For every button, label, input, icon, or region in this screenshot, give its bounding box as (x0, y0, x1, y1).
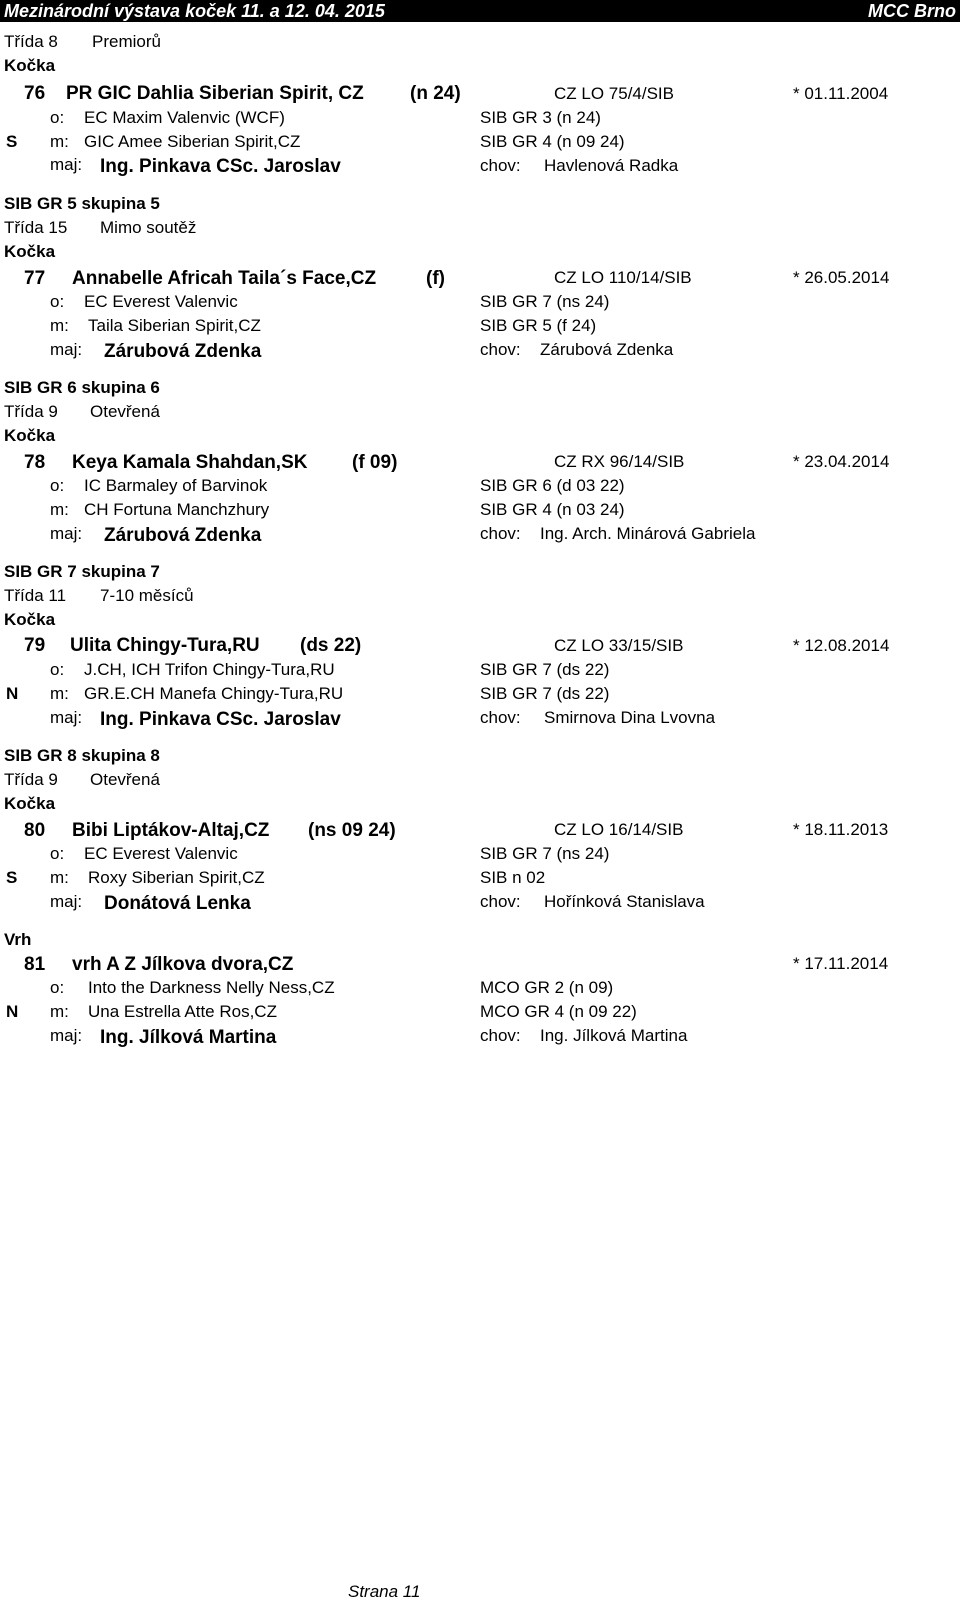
father-ems: SIB GR 6 (d 03 22) (480, 476, 625, 495)
entry-registration: CZ LO 33/15/SIB (554, 636, 684, 655)
entry-number: 79 (24, 635, 46, 656)
father-name: IC Barmaley of Barvinok (84, 476, 268, 495)
breeder-name: Havlenová Radka (544, 156, 679, 175)
entry-number: 78 (24, 452, 46, 473)
father-ems: SIB GR 7 (ns 24) (480, 844, 610, 863)
entry-ems: (ns 09 24) (308, 820, 396, 841)
father-name: J.CH, ICH Trifon Chingy-Tura,RU (84, 660, 335, 679)
entry-name: Annabelle Africah Taila´s Face,CZ (72, 268, 377, 289)
breeder-label: chov: (480, 708, 521, 727)
class-label: Třída 9 (4, 770, 58, 789)
entry-ems: (n 24) (410, 83, 461, 104)
entry-name: Keya Kamala Shahdan,SK (72, 452, 308, 473)
entry-number: 77 (24, 268, 46, 289)
mother-name: GIC Amee Siberian Spirit,CZ (84, 132, 301, 151)
breeder-name: Smirnova Dina Lvovna (544, 708, 716, 727)
owner-label: maj: (50, 708, 83, 727)
father-label: o: (50, 660, 65, 679)
entry-ems: (f 09) (352, 452, 398, 473)
class-name: Otevřená (90, 770, 160, 789)
owner-label: maj: (50, 892, 83, 911)
entry-birthdate: * 17.11.2014 (793, 954, 889, 973)
entry-flag: N (6, 1002, 19, 1021)
class-name: Premiorů (92, 32, 161, 51)
father-name: Into the Darkness Nelly Ness,CZ (88, 978, 335, 997)
entry-birthdate: * 18.11.2013 (793, 820, 889, 839)
mother-name: Taila Siberian Spirit,CZ (88, 316, 261, 335)
class-name: Mimo soutěž (100, 218, 197, 237)
entry-registration: CZ RX 96/14/SIB (554, 452, 685, 471)
class-label: Třída 15 (4, 218, 68, 237)
owner-label: maj: (50, 340, 83, 359)
breeder-label: chov: (480, 1026, 521, 1045)
entry-birthdate: * 01.11.2004 (793, 84, 889, 103)
sex-heading: Kočka (4, 56, 56, 75)
group-heading: SIB GR 5 skupina 5 (4, 194, 160, 213)
owner-name: Zárubová Zdenka (104, 341, 262, 362)
mother-name: Roxy Siberian Spirit,CZ (88, 868, 265, 887)
breeder-name: Hořínková Stanislava (544, 892, 705, 911)
owner-label: maj: (50, 524, 83, 543)
entry-birthdate: * 26.05.2014 (793, 268, 890, 287)
breeder-name: Ing. Jílková Martina (540, 1026, 688, 1045)
group-heading: SIB GR 6 skupina 6 (4, 378, 160, 397)
mother-ems: SIB GR 4 (n 09 24) (480, 132, 625, 151)
breeder-label: chov: (480, 892, 521, 911)
mother-name: CH Fortuna Manchzhury (84, 500, 270, 519)
owner-name: Ing. Pinkava CSc. Jaroslav (100, 156, 341, 177)
owner-name: Zárubová Zdenka (104, 525, 262, 546)
entry-birthdate: * 12.08.2014 (793, 636, 890, 655)
page-header-location: MCC Brno (868, 1, 956, 21)
father-ems: SIB GR 7 (ds 22) (480, 660, 610, 679)
entry-name: Bibi Liptákov-Altaj,CZ (72, 820, 270, 841)
father-ems: SIB GR 7 (ns 24) (480, 292, 610, 311)
mother-label: m: (50, 500, 69, 519)
entry-flag: N (6, 684, 19, 703)
entry-registration: CZ LO 75/4/SIB (554, 84, 674, 103)
breeder-name: Zárubová Zdenka (540, 340, 674, 359)
father-label: o: (50, 978, 65, 997)
page-number: Strana 11 (348, 1582, 421, 1601)
group-heading: SIB GR 7 skupina 7 (4, 562, 160, 581)
mother-name: Una Estrella Atte Ros,CZ (88, 1002, 277, 1021)
entry-name: vrh A Z Jílkova dvora,CZ (72, 954, 294, 975)
class-name: 7-10 měsíců (100, 586, 194, 605)
breeder-name: Ing. Arch. Minárová Gabriela (540, 524, 756, 543)
class-name: Otevřená (90, 402, 160, 421)
sex-heading: Kočka (4, 426, 56, 445)
page-header (0, 0, 960, 22)
mother-label: m: (50, 132, 69, 151)
breeder-label: chov: (480, 340, 521, 359)
sex-heading: Kočka (4, 610, 56, 629)
mother-ems: SIB n 02 (480, 868, 546, 887)
sex-heading: Kočka (4, 794, 56, 813)
owner-name: Ing. Pinkava CSc. Jaroslav (100, 709, 341, 730)
entry-number: 81 (24, 954, 46, 975)
sex-heading: Kočka (4, 242, 56, 261)
mother-label: m: (50, 868, 69, 887)
entry-registration: CZ LO 16/14/SIB (554, 820, 684, 839)
mother-ems: SIB GR 7 (ds 22) (480, 684, 610, 703)
owner-name: Ing. Jílková Martina (100, 1027, 277, 1048)
father-label: o: (50, 292, 65, 311)
mother-label: m: (50, 316, 69, 335)
entry-number: 76 (24, 83, 46, 104)
mother-label: m: (50, 1002, 69, 1021)
entry-name: PR GIC Dahlia Siberian Spirit, CZ (66, 83, 364, 104)
mother-ems: SIB GR 4 (n 03 24) (480, 500, 625, 519)
owner-name: Donátová Lenka (104, 893, 251, 914)
entry-birthdate: * 23.04.2014 (793, 452, 890, 471)
page-header-title: Mezinárodní výstava koček 11. a 12. 04. 2015 (4, 1, 385, 21)
mother-ems: SIB GR 5 (f 24) (480, 316, 597, 335)
entry-ems: (f) (426, 268, 445, 289)
father-label: o: (50, 844, 65, 863)
father-ems: SIB GR 3 (n 24) (480, 108, 601, 127)
class-label: Třída 8 (4, 32, 58, 51)
entry-ems: (ds 22) (300, 635, 362, 656)
father-label: o: (50, 476, 65, 495)
father-name: EC Maxim Valenvic (WCF) (84, 108, 285, 127)
father-name: EC Everest Valenvic (84, 844, 238, 863)
group-heading: SIB GR 8 skupina 8 (4, 746, 160, 765)
entry-registration: CZ LO 110/14/SIB (554, 268, 692, 287)
father-name: EC Everest Valenvic (84, 292, 238, 311)
father-label: o: (50, 108, 65, 127)
class-label: Třída 11 (4, 586, 67, 605)
entry-name: Ulita Chingy-Tura,RU (70, 635, 260, 656)
section-heading: Vrh (4, 930, 32, 949)
owner-label: maj: (50, 1026, 83, 1045)
entry-flag: S (6, 868, 18, 887)
breeder-label: chov: (480, 524, 521, 543)
breeder-label: chov: (480, 156, 521, 175)
mother-name: GR.E.CH Manefa Chingy-Tura,RU (84, 684, 344, 703)
entry-flag: S (6, 132, 18, 151)
owner-label: maj: (50, 155, 83, 174)
mother-ems: MCO GR 4 (n 09 22) (480, 1002, 637, 1021)
class-label: Třída 9 (4, 402, 58, 421)
father-ems: MCO GR 2 (n 09) (480, 978, 614, 997)
entry-number: 80 (24, 820, 46, 841)
mother-label: m: (50, 684, 69, 703)
